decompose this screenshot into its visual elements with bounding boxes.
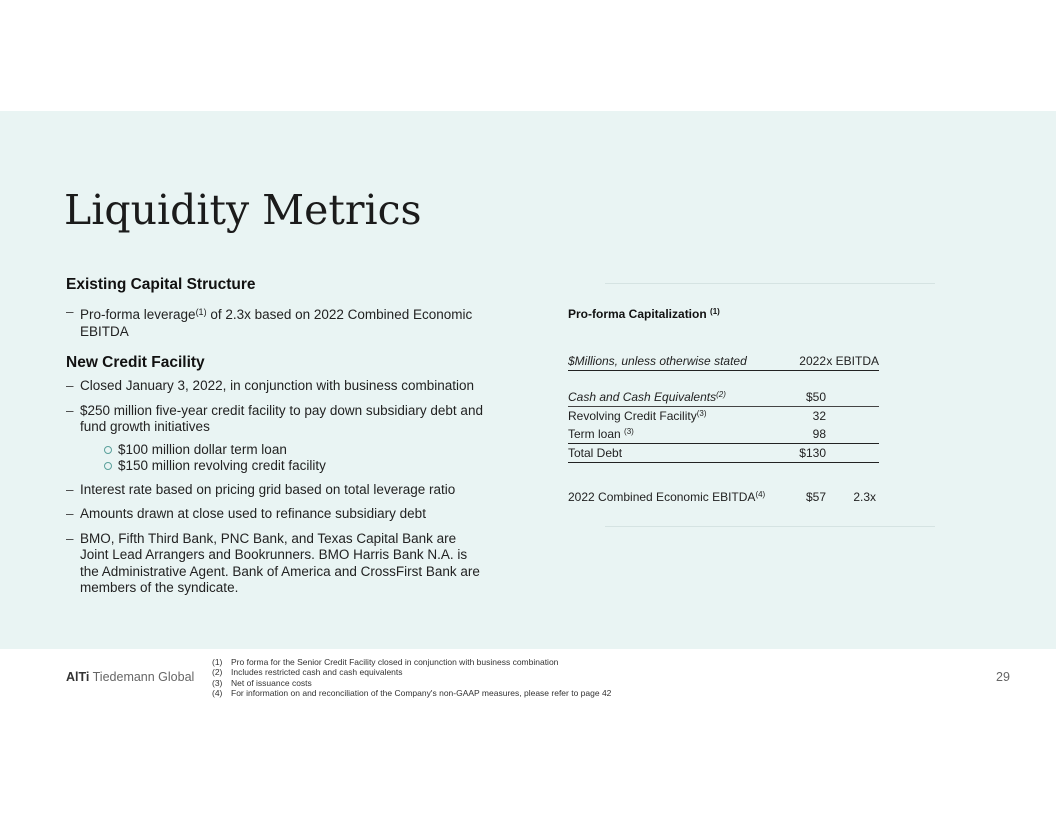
dash-bullet-icon: – [66,304,74,319]
footnote: (4) For information on and reconciliation of the Company's non-GAAP measures, please refer to page 42 [212,687,612,698]
page-number: 29 [996,670,1010,684]
capitalization-table [568,352,879,506]
bullet-pro-forma-leverage: – Pro-forma leverage$^{(1)}$ of 2.3x based on 2022 Combined Economic EBITDA [66,304,473,339]
dash-bullet-icon: – [66,481,74,497]
circle-bullet-icon [104,462,112,470]
left-column [66,276,486,605]
footnote: (1) Pro forma for the Senior Credit Facility closed in conjunction with business combination [212,657,559,667]
table-row: Term loan $^{(3)}$ 98 [568,425,879,444]
table-row-ebitda: 2022 Combined Economic EBITDA$^{(4)}$ $57 2.3x [568,490,876,504]
new-credit-facility-heading: New Credit Facility [66,354,205,371]
table-top-divider [605,283,935,284]
bullet-amounts-drawn: – Amounts drawn at close used to refinance subsidiary debt [66,506,426,521]
company-logo: AlTi Tiedemann Global [66,670,195,684]
dash-bullet-icon: – [66,506,74,521]
dash-bullet-icon: – [66,402,74,418]
dash-bullet-icon: – [66,378,74,393]
footnote: (2) Includes restricted cash and cash equivalents [212,667,403,678]
bullet-credit-facility: – $250 million five-year credit facility to pay down subsidiary debt and fund growth initiatives [66,402,483,434]
footnotes [212,657,611,698]
capitalization-title: Pro-forma Capitalization $^{(1)}$ [568,307,720,321]
footnote: (3) Net of issuance costs [212,677,312,688]
existing-capital-heading: Existing Capital Structure [66,276,256,293]
circle-bullet-icon [104,446,112,454]
table-header-row [568,352,879,371]
header-multiple: x EBITDA [826,354,879,368]
sub-item-revolving: $150 million revolving credit facility [104,458,486,474]
table-bottom-divider [605,526,935,527]
table-row: Cash and Cash Equivalents$^{(2)}$ $50 [568,388,879,407]
bullet-lenders: – BMO, Fifth Third Bank, PNC Bank, and Texas Capital Bank are Joint Lead Arrangers and Bookrunners. BMO Harris Bank N.A. is the Administrative Agent. Bank of America and CrossFirst Bank are members of the syndicate. [66,530,480,595]
sub-item-term-loan: $100 million dollar term loan [104,442,486,458]
table-row: Revolving Credit Facility$^{(3)}$ 32 [568,409,826,423]
bullet-closed: – Closed January 3, 2022, in conjunction with business combination [66,378,474,393]
bullet-interest-rate: – Interest rate based on pricing grid based on total leverage ratio [66,481,456,497]
facility-sub-list [104,442,486,474]
page-title: Liquidity Metrics [64,186,422,234]
header-label: $Millions, unless otherwise stated [568,354,747,368]
dash-bullet-icon: – [66,530,74,546]
header-year: 2022 [799,354,826,368]
table-row-total: Total Debt $130 [568,444,879,463]
